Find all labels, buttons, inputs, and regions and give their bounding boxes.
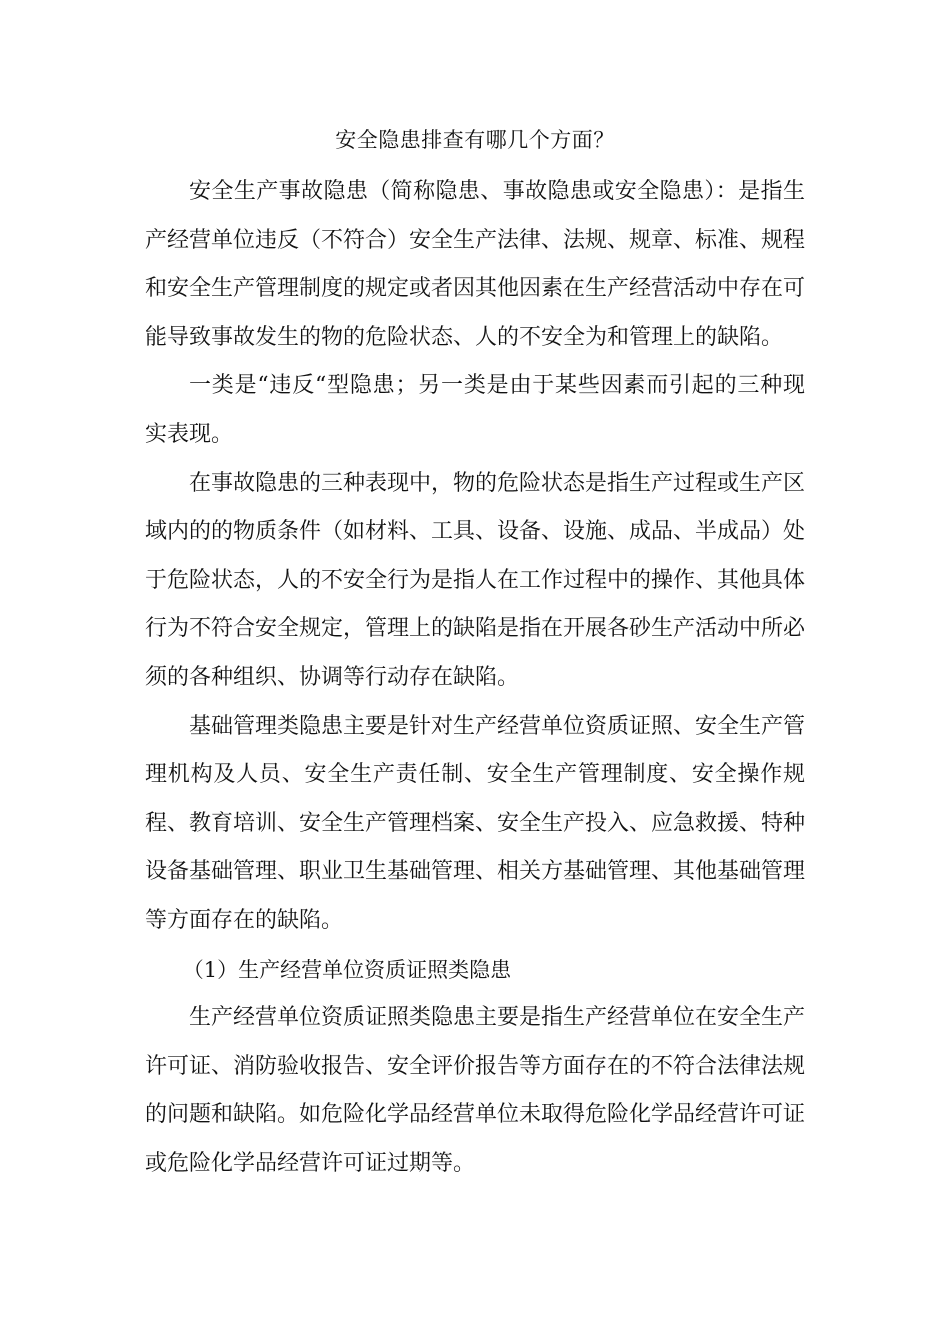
paragraph-types: 一类是“违反“型隐患；另一类是由于某些因素而引起的三种现实表现。: [145, 373, 805, 447]
paragraph-definition: 安全生产事故隐患（简称隐患、事故隐患或安全隐患）：是指生产经营单位违反（不符合）安全生产法律、法规、规章、标准、规程和安全生产管理制度的规定或者因其他因素在生产经营活动中存在可能导致事故发生的物的危险状态、人的不安全为和管理上的缺陷。: [145, 179, 806, 350]
document-title: 安全隐患排查有哪几个方面？: [335, 128, 615, 152]
paragraph-three-manifestations: 在事故隐患的三种表现中，物的危险状态是指生产过程或生产区域内的的物质条件（如材料、工具、设备、设施、成品、半成品）处于危险状态，人的不安全行为是指人在工作过程中的操作、其他具体行为不符合安全规定，管理上的缺陷是指在开展各砂生产活动中所必须的各种组织、协调等行动存在缺陷。: [145, 470, 806, 690]
section-subheading: （1）生产经营单位资质证照类隐患: [182, 957, 512, 982]
document-body: [145, 168, 805, 1188]
paragraph-qualification: 生产经营单位资质证照类隐患主要是指生产经营单位在安全生产许可证、消防验收报告、安全评价报告等方面存在的不符合法律法规的问题和缺陷。如危险化学品经营单位未取得危险化学品经营许可证或危险化学品经营许可证过期等。: [145, 1005, 806, 1176]
paragraph-basic-management: 基础管理类隐患主要是针对生产经营单位资质证照、安全生产管理机构及人员、安全生产责任制、安全生产管理制度、安全操作规程、教育培训、安全生产管理档案、安全生产投入、应急救援、特种设备基础管理、职业卫生基础管理、相关方基础管理、其他基础管理等方面存在的缺陷。: [145, 713, 806, 933]
